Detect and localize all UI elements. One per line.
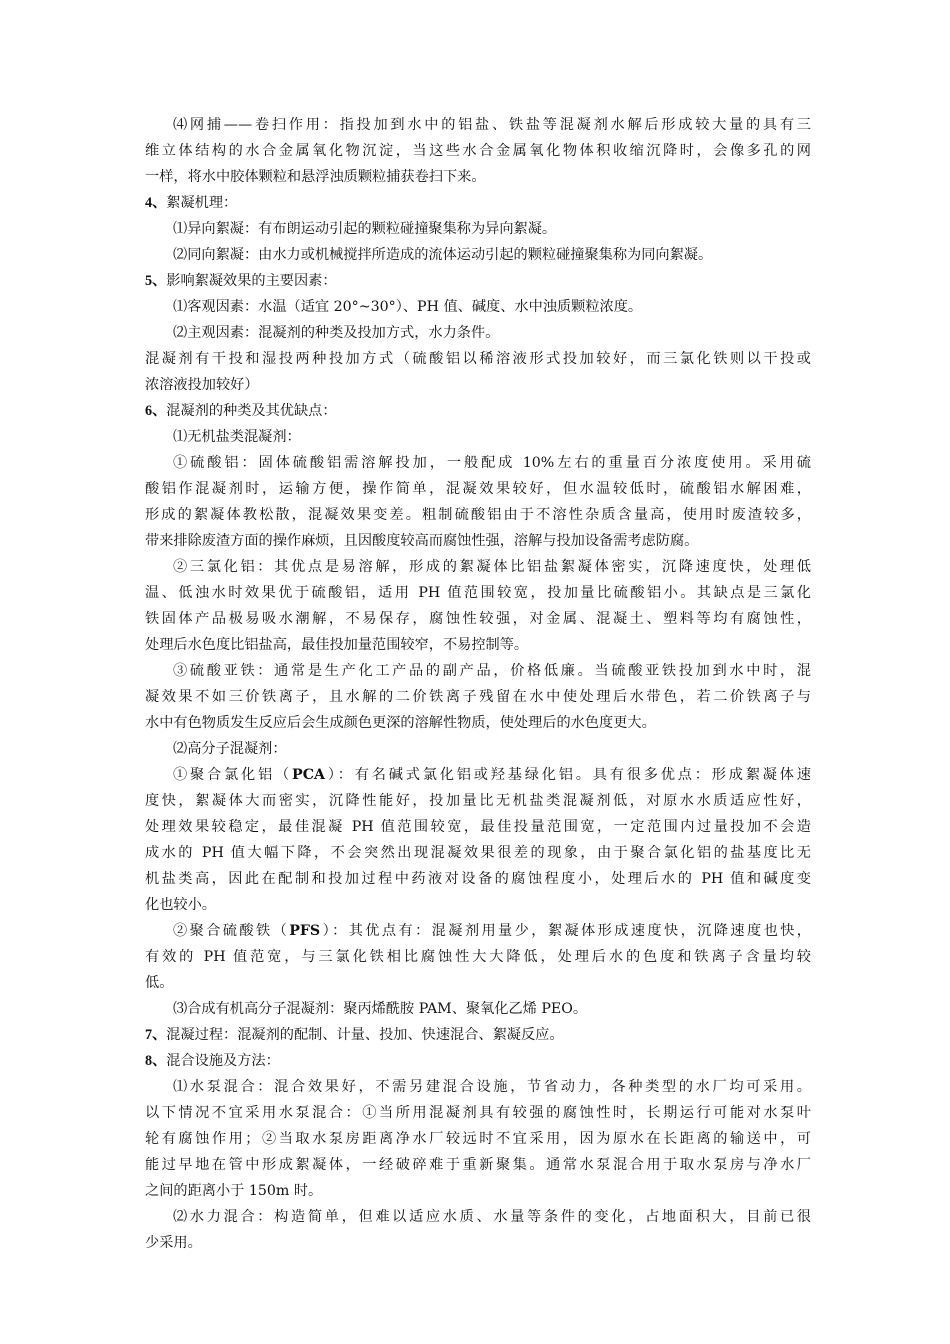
text-line: 化也较小。: [145, 897, 216, 913]
text-line: ⑴无机盐类混凝剂：: [173, 429, 301, 445]
section-number: 8、: [145, 1053, 167, 1069]
text-run: ②聚合硫酸铁（: [173, 923, 290, 939]
text-line: [145, 762, 811, 788]
text-line: 有效的 PH 值范宽，与三氯化铁相比腐蚀性大大降低，处理后水的色度和铁离子含量均较: [145, 949, 811, 965]
section-number: 5、: [145, 273, 167, 289]
text-line: 之间的距离小于 150m 时。: [145, 1183, 323, 1199]
text-line: 轮有腐蚀作用；②当取水泵房距离净水厂较远时不宜采用，因为原水在长距离的输送中，可: [145, 1131, 811, 1147]
text-line: ⑵高分子混凝剂：: [173, 741, 287, 757]
text-line: 处理效果较稳定，最佳混凝 PH 值范围较宽，最佳投量范围宽，一定范围内过量投加不会造: [145, 819, 811, 835]
text-line: ⑵水力混合：构造简单，但难以适应水质、水量等条件的变化，占地面积大，目前已很: [173, 1209, 811, 1225]
text-line: 水中有色物质发生反应后会生成颜色更深的溶解性物质，使处理后的水色度更大。: [145, 715, 656, 731]
text-line: 机盐类高，因此在配制和投加过程中药液对设备的腐蚀程度小，处理后水的 PH 值和碱度变: [145, 871, 811, 887]
section-heading-5: [145, 268, 811, 294]
text-line: 带来排除废渣方面的操作麻烦，且因酸度较高而腐蚀性强，溶解与投加设备需考虑防腐。: [145, 533, 699, 549]
section-number: 6、: [145, 403, 167, 419]
section-title: 影响絮凝效果的主要因素：: [166, 273, 337, 289]
section-title: 絮凝机理：: [166, 195, 238, 211]
section-title: 混合设施及方法：: [166, 1053, 280, 1069]
text-line: [145, 918, 811, 944]
text-run: ①聚合氯化铝（: [173, 767, 293, 783]
section-number: 4、: [145, 195, 167, 211]
text-line: ⑴水泵混合：混合效果好，不需另建混合设施，节省动力，各种类型的水厂均可采用。: [173, 1079, 811, 1095]
text-line: 处理后水色度比铝盐高，最佳投加量范围较窄，不易控制等。: [145, 637, 529, 653]
text-line: ②三氯化铝：其优点是易溶解，形成的絮凝体比铝盐絮凝体密实，沉降速度快，处理低: [173, 559, 811, 575]
text-line: 铁固体产品极易吸水潮解，不易保存，腐蚀性较强，对金属、混凝土、塑料等均有腐蚀性，: [145, 611, 811, 627]
section-heading-7: [145, 1022, 811, 1048]
text-line: 度快，絮凝体大而密实，沉降性能好，投加量比无机盐类混凝剂低，对原水水质适应性好，: [145, 793, 811, 809]
text-line: ①硫酸铝：固体硫酸铝需溶解投加，一般配成 10%左右的重量百分浓度使用。采用硫: [173, 455, 811, 471]
text-line: 成水的 PH 值大幅下降，不会突然出现混凝效果很差的现象，由于聚合氯化铝的盐基度比无: [145, 845, 811, 861]
text-run: ）：其优点有：混凝剂用量少，絮凝体形成速度快，沉降速度也快，: [320, 923, 811, 939]
text-line: ③硫酸亚铁：通常是生产化工产品的副产品，价格低廉。当硫酸亚铁投加到水中时，混: [173, 663, 811, 679]
text-line: ⑵同向絮凝：由水力或机械搅拌所造成的流体运动引起的颗粒碰撞聚集称为同向絮凝。: [173, 247, 713, 263]
section-title: 混凝过程：混凝剂的配制、计量、投加、快速混合、絮凝反应。: [166, 1027, 564, 1043]
text-line: 温、低浊水时效果优于硫酸铝，适用 PH 值范围较宽，投加量比硫酸铝小。其缺点是三氯化: [145, 585, 811, 601]
text-line: ⑶合成有机高分子混凝剂：聚丙烯酰胺 PAM、聚氧化乙烯 PEO。: [173, 1001, 588, 1017]
text-line: ⑴异向絮凝：有布朗运动引起的颗粒碰撞聚集称为异向絮凝。: [173, 221, 557, 237]
section-number: 7、: [145, 1027, 167, 1043]
text-line: 浓溶液投加较好）: [145, 377, 259, 393]
section-heading-4: [145, 190, 811, 216]
text-line: 形成的絮凝体教松散，混凝效果变差。粗制硫酸铝由于不溶性杂质含量高，使用时废渣较多，: [145, 507, 811, 523]
text-line: 混凝剂有干投和湿投两种投加方式（硫酸铝以稀溶液形式投加较好，而三氯化铁则以干投或: [145, 351, 811, 367]
text-line: ⑷网捕——卷扫作用：指投加到水中的铝盐、铁盐等混凝剂水解后形成较大量的具有三: [173, 117, 811, 133]
text-line: 以下情况不宜采用水泵混合：①当所用混凝剂具有较强的腐蚀性时，长期运行可能对水泵叶: [145, 1105, 811, 1121]
text-run: ）：有名碱式氯化铝或羟基绿化铝。具有很多优点：形成絮凝体速: [325, 767, 811, 783]
document-body: [145, 112, 811, 1256]
abbreviation: PCA: [292, 767, 325, 783]
text-line: 一样，将水中胶体颗粒和悬浮浊质颗粒捕获卷扫下来。: [145, 169, 486, 185]
text-line: ⑴客观因素：水温（适宜 20°~30°）、PH 值、碱度、水中浊质颗粒浓度。: [173, 299, 643, 315]
section-title: 混凝剂的种类及其优缺点：: [166, 403, 337, 419]
text-line: ⑵主观因素：混凝剂的种类及投加方式，水力条件。: [173, 325, 500, 341]
text-line: 酸铝作混凝剂时，运输方便，操作简单，混凝效果较好，但水温较低时，硫酸铝水解困难，: [145, 481, 811, 497]
text-line: 低。: [145, 975, 174, 991]
text-line: 维立体结构的水合金属氧化物沉淀，当这些水合金属氧化物体积收缩沉降时，会像多孔的网: [145, 143, 811, 159]
section-heading-6: [145, 398, 811, 424]
section-heading-8: [145, 1048, 811, 1074]
abbreviation: PFS: [289, 923, 321, 939]
text-line: 能过早地在管中形成絮凝体，一经破碎难于重新聚集。通常水泵混合用于取水泵房与净水厂: [145, 1157, 811, 1173]
text-line: 少采用。: [145, 1235, 202, 1251]
text-line: 凝效果不如三价铁离子，且水解的二价铁离子残留在水中使处理后水带色，若二价铁离子与: [145, 689, 811, 705]
